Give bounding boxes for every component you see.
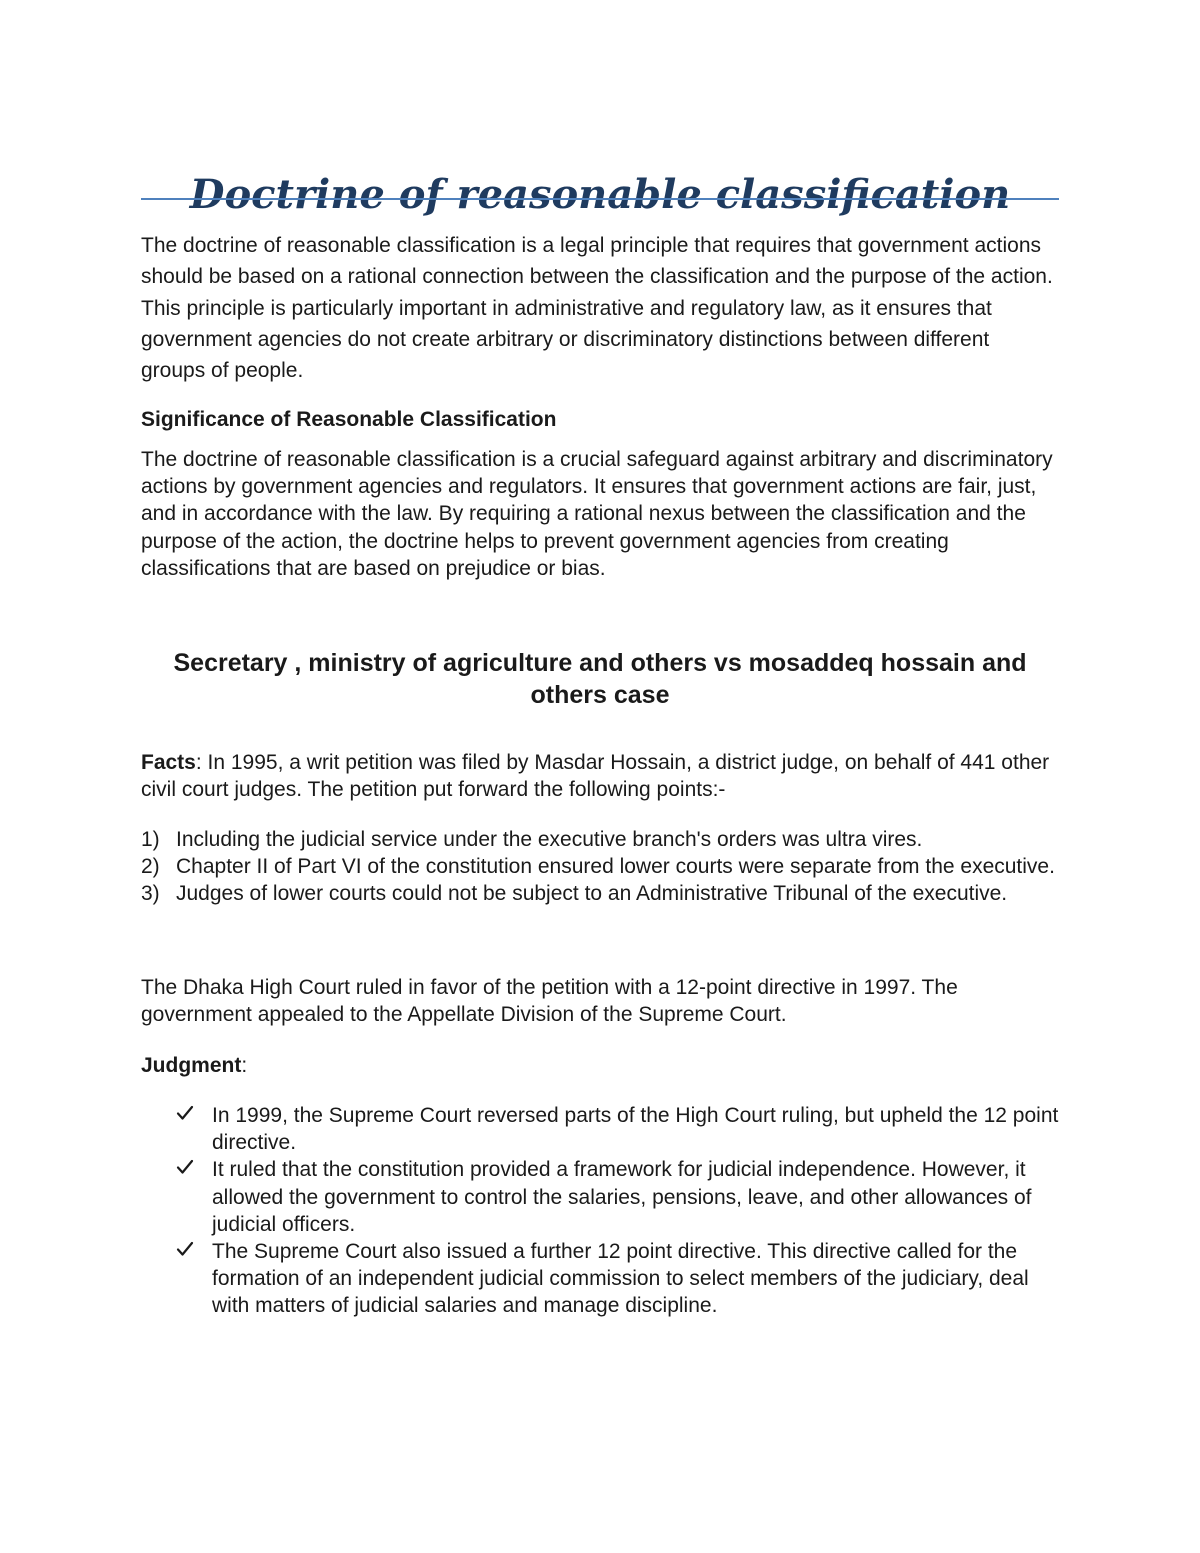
judgment-list xyxy=(141,1102,1059,1320)
list-item-number: 2) xyxy=(141,855,160,879)
facts-label: Facts xyxy=(141,751,196,774)
significance-paragraph: The doctrine of reasonable classification is a crucial safeguard against arbitrary and discriminatory actions by government agencies and regulators. It ensures that government actions are fair, just, and in accordance with the law. By requiring a rational nexus between the classification and the purpose of the action, the doctrine helps to prevent government agencies from creating classifications that are based on prejudice or bias. xyxy=(141,448,1053,580)
list-item-number: 1) xyxy=(141,828,160,851)
check-icon xyxy=(176,1104,194,1122)
list-item xyxy=(141,826,1059,853)
check-icon xyxy=(176,1158,194,1176)
ruling-paragraph: The Dhaka High Court ruled in favor of the petition with a 12-point directive in 1997. The government appealed to the Appellate Division of the Supreme Court. xyxy=(141,976,958,1027)
list-item xyxy=(141,853,1059,880)
list-item xyxy=(141,1102,1059,1156)
list-item-text: In 1999, the Supreme Court reversed parts of the High Court ruling, but upheld the 12 point directive. xyxy=(212,1104,1059,1155)
judgment-colon: : xyxy=(241,1054,248,1077)
list-item-text: It ruled that the constitution provided a framework for judicial independence. However, it allowed the government to control the salaries, pensions, leave, and other allowances of judicial officers. xyxy=(212,1158,1032,1236)
facts-text: : In 1995, a writ petition was filed by Masdar Hossain, a district judge, on behalf of 441 other civil court judges. The petition put forward the following points:- xyxy=(141,751,1050,802)
petition-points-list xyxy=(141,826,1059,908)
list-item-text: Including the judicial service under the executive branch's orders was ultra vires. xyxy=(176,828,923,851)
check-icon xyxy=(176,1240,194,1258)
list-item-number: 3) xyxy=(141,882,160,906)
page-title: Doctrine of reasonable classification xyxy=(189,170,1011,218)
list-item xyxy=(141,1238,1059,1320)
intro-paragraph: The doctrine of reasonable classification is a legal principle that requires that government actions should be based on a rational connection between the classification and the purpose of the action. This principle is particularly important in administrative and regulatory law, as it ensures that government agencies do not create arbitrary or discriminatory distinctions between different groups of people. xyxy=(141,234,1053,383)
significance-heading: Significance of Reasonable Classification xyxy=(141,408,557,431)
list-item xyxy=(141,880,1059,907)
list-item-text: The Supreme Court also issued a further 12 point directive. This directive called for the formation of an independent judicial commission to select members of the judiciary, deal with matters of judicial salaries and manage discipline. xyxy=(212,1240,1029,1318)
list-item-text: Chapter II of Part VI of the constitution ensured lower courts were separate from the executive. xyxy=(176,855,1055,879)
title-underline xyxy=(141,198,1059,200)
judgment-heading xyxy=(141,1052,1059,1079)
list-item-text: Judges of lower courts could not be subject to an Administrative Tribunal of the executive. xyxy=(176,882,1008,906)
case-heading: Secretary , ministry of agriculture and others vs mosaddeq hossain and others case xyxy=(173,649,1027,709)
facts-paragraph xyxy=(141,749,1059,803)
judgment-label: Judgment xyxy=(141,1054,242,1077)
list-item xyxy=(141,1156,1059,1238)
